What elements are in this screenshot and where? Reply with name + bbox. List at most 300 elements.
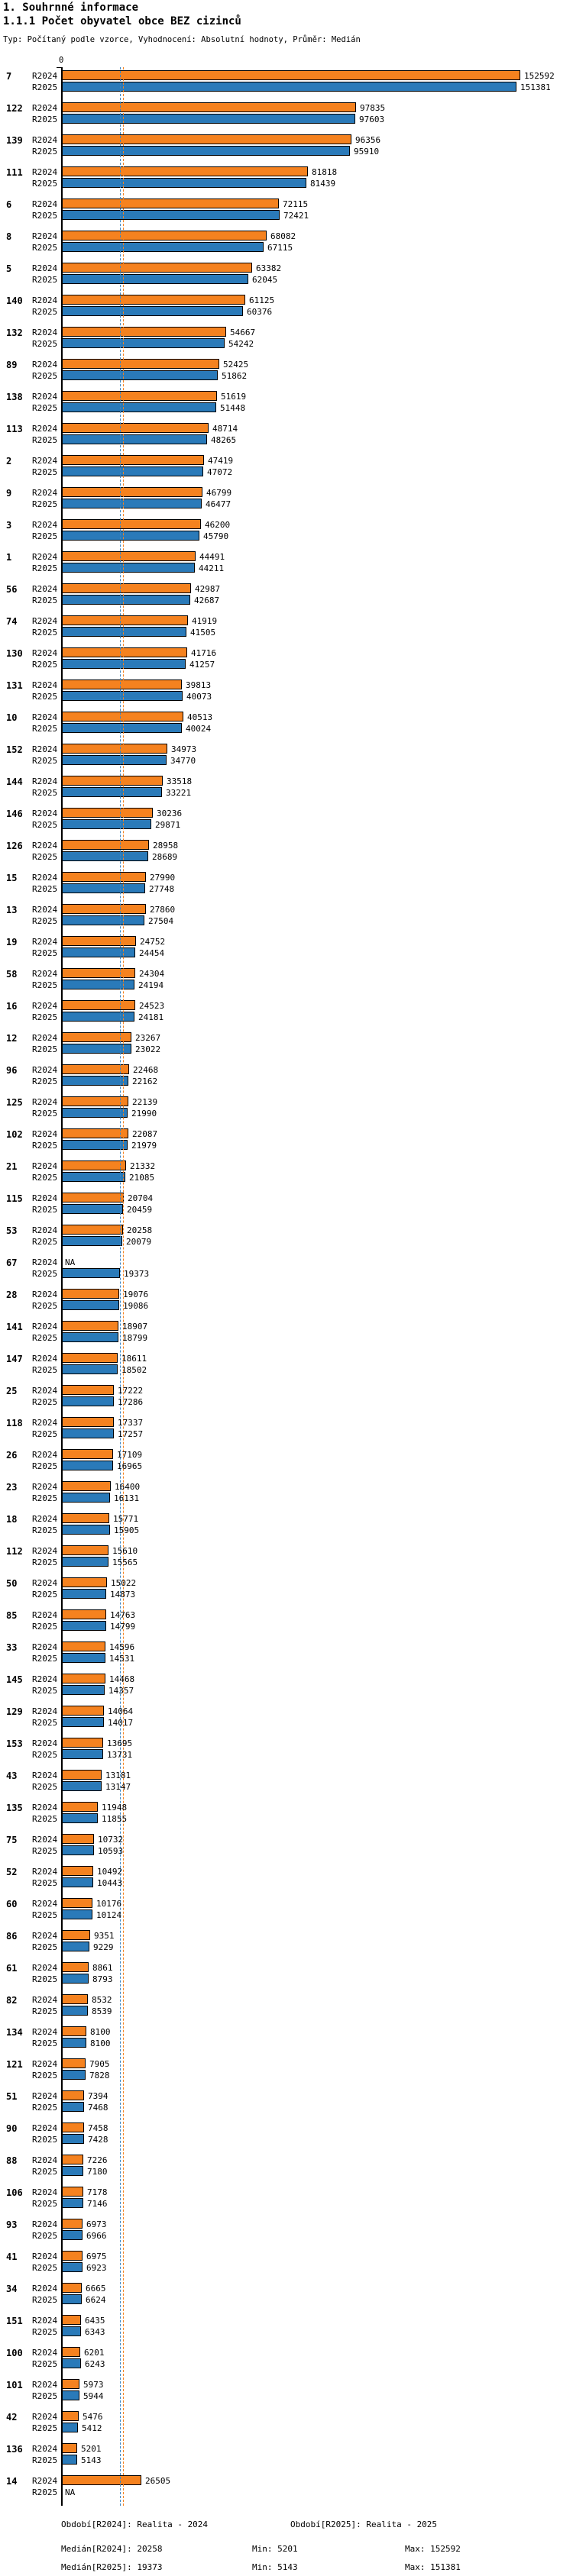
bar-r2024	[62, 1930, 90, 1940]
bar-value-label: 9229	[93, 1942, 114, 1952]
series-label-r2025: R2025	[32, 2359, 58, 2369]
series-label-r2024: R2024	[32, 1290, 58, 1299]
bar-r2025	[62, 1845, 94, 1855]
series-label-r2025: R2025	[32, 1109, 58, 1119]
min-stat-r2025: Min: 5143	[252, 2562, 298, 2572]
bar-value-label: 20079	[126, 1237, 152, 1247]
row-id-label: 129	[6, 1706, 23, 1717]
series-label-r2025: R2025	[32, 2167, 58, 2177]
series-label-r2025: R2025	[32, 980, 58, 990]
series-label-r2024: R2024	[32, 103, 58, 113]
bar-r2024	[62, 1898, 92, 1908]
row-id-label: 151	[6, 2316, 23, 2326]
row-id-label: 58	[6, 969, 18, 980]
median-line-r2024	[123, 67, 124, 2506]
chart-subtitle: Typ: Počítaný podle vzorce, Vyhodnocení: Absolutní hodnoty, Průměr: Medián	[3, 35, 361, 44]
series-label-r2024: R2024	[32, 1001, 58, 1011]
bar-value-label: 48265	[211, 435, 237, 445]
series-label-r2025: R2025	[32, 1012, 58, 1022]
series-label-r2025: R2025	[32, 2006, 58, 2016]
bar-value-label: 5143	[81, 2455, 102, 2465]
bar-value-label: 21979	[131, 1141, 157, 1151]
bar-value-label: 7428	[88, 2135, 108, 2145]
bar-r2024	[62, 2187, 83, 2197]
bar-value-label: 19076	[123, 1290, 149, 1299]
bar-value-label: 21085	[129, 1173, 155, 1183]
row-id-label: 111	[6, 167, 23, 178]
bar-r2025	[62, 2326, 81, 2336]
bar-r2025	[62, 819, 151, 829]
row-id-label: 21	[6, 1161, 18, 1172]
bar-value-label: 18502	[121, 1365, 147, 1375]
series-label-r2024: R2024	[32, 1354, 58, 1364]
row-id-label: 56	[6, 584, 18, 595]
series-label-r2025: R2025	[32, 403, 58, 413]
series-label-r2025: R2025	[32, 243, 58, 253]
period-label-r2024: Období[R2024]: Realita - 2024	[61, 2520, 209, 2529]
series-label-r2024: R2024	[32, 1193, 58, 1203]
row-id-label: 74	[6, 616, 18, 627]
row-id-label: 43	[6, 1771, 18, 1781]
bar-value-label: 7180	[87, 2167, 108, 2177]
series-label-r2025: R2025	[32, 2263, 58, 2273]
series-label-r2024: R2024	[32, 1642, 58, 1652]
series-label-r2024: R2024	[32, 2412, 58, 2422]
bar-r2024	[62, 1866, 93, 1876]
row-id-label: 102	[6, 1129, 23, 1140]
bar-r2024	[62, 1096, 128, 1106]
bar-value-label: 14357	[108, 1686, 134, 1696]
bar-r2024	[62, 1000, 135, 1010]
bar-value-label: 72421	[283, 211, 309, 221]
series-label-r2024: R2024	[32, 2187, 58, 2197]
bar-value-label: 97603	[359, 115, 385, 124]
bar-value-label: 10176	[96, 1899, 122, 1909]
bar-value-label: 15905	[114, 1525, 140, 1535]
bar-value-label: 11855	[102, 1814, 128, 1824]
row-id-label: 3	[6, 520, 12, 531]
bar-value-label: 13147	[105, 1782, 131, 1792]
bar-value-label: 28958	[153, 841, 179, 851]
series-label-r2025: R2025	[32, 1333, 58, 1343]
row-id-label: 112	[6, 1546, 23, 1557]
bar-value-label: 8539	[92, 2006, 112, 2016]
bar-value-label: 8100	[90, 2039, 111, 2048]
bar-value-label: 5476	[83, 2412, 103, 2422]
bar-r2025	[62, 1140, 128, 1150]
series-label-r2025: R2025	[32, 1878, 58, 1888]
bar-value-label: 96356	[355, 135, 381, 145]
bar-r2024	[62, 519, 201, 529]
bar-value-label: 8793	[92, 1974, 113, 1984]
series-label-r2025: R2025	[32, 1301, 58, 1311]
bar-value-label: 61125	[249, 295, 275, 305]
bar-r2024	[62, 1032, 131, 1042]
row-id-label: 100	[6, 2348, 23, 2358]
bar-value-label: 14763	[110, 1610, 136, 1620]
bar-value-label: 17109	[117, 1450, 143, 1460]
bar-value-label: 10732	[98, 1835, 124, 1845]
bar-value-label: 60376	[247, 307, 273, 317]
bar-r2024	[62, 1770, 102, 1780]
bar-value-label: 22087	[132, 1129, 158, 1139]
bar-value-label: 51448	[220, 403, 246, 413]
bar-r2025	[62, 627, 186, 637]
bar-value-label: 15771	[113, 1514, 139, 1524]
bar-r2025	[62, 531, 199, 541]
bar-value-label: 40073	[186, 692, 212, 702]
series-label-r2024: R2024	[32, 937, 58, 947]
bar-value-label: 40513	[187, 712, 213, 722]
bar-value-label: 24454	[139, 948, 165, 958]
row-id-label: 15	[6, 873, 18, 883]
bar-r2025	[62, 883, 145, 893]
bar-value-label: 33518	[167, 776, 193, 786]
bar-value-label: 81818	[312, 167, 338, 177]
bar-r2025	[62, 1749, 103, 1759]
series-label-r2024: R2024	[32, 1706, 58, 1716]
row-id-label: 134	[6, 2027, 23, 2038]
bar-value-label: 7146	[87, 2199, 108, 2209]
bar-value-label: 14017	[108, 1718, 134, 1728]
bar-r2024	[62, 647, 187, 657]
series-label-r2024: R2024	[32, 2091, 58, 2101]
bar-r2024	[62, 1417, 114, 1427]
row-id-label: 122	[6, 103, 23, 114]
series-label-r2024: R2024	[32, 295, 58, 305]
bar-value-label: 10593	[98, 1846, 124, 1856]
series-label-r2024: R2024	[32, 2380, 58, 2390]
bar-r2024	[62, 70, 520, 80]
series-label-r2025: R2025	[32, 1141, 58, 1151]
bar-r2025	[62, 1942, 89, 1951]
series-label-r2025: R2025	[32, 1269, 58, 1279]
bar-r2025	[62, 1204, 123, 1214]
bar-r2025	[62, 595, 190, 605]
bar-value-label: 51619	[221, 392, 247, 402]
bar-value-label: 46799	[206, 488, 232, 498]
series-label-r2025: R2025	[32, 2391, 58, 2401]
series-label-r2024: R2024	[32, 2252, 58, 2261]
row-id-label: 2	[6, 456, 12, 466]
series-label-r2025: R2025	[32, 1814, 58, 1824]
bar-r2024	[62, 1994, 88, 2004]
series-label-r2024: R2024	[32, 1899, 58, 1909]
bar-value-label: 7226	[87, 2155, 108, 2165]
bar-r2024	[62, 231, 267, 240]
row-id-label: 96	[6, 1065, 18, 1076]
bar-r2024	[62, 1193, 124, 1202]
bar-value-label: 18799	[122, 1333, 148, 1343]
series-label-r2025: R2025	[32, 1237, 58, 1247]
series-label-r2025: R2025	[32, 756, 58, 766]
bar-value-label: 24523	[139, 1001, 165, 1011]
series-label-r2025: R2025	[32, 82, 58, 92]
bar-value-label: 8100	[90, 2027, 111, 2037]
bar-value-label: 6201	[84, 2348, 105, 2358]
series-label-r2025: R2025	[32, 2327, 58, 2337]
series-label-r2024: R2024	[32, 1257, 58, 1267]
row-id-label: 53	[6, 1225, 18, 1236]
series-label-r2024: R2024	[32, 1097, 58, 1107]
bar-r2024	[62, 2122, 84, 2132]
bar-value-label: 27860	[150, 905, 176, 915]
bar-value-label: 10492	[97, 1867, 123, 1877]
bar-r2024	[62, 808, 153, 818]
bar-value-label: 19086	[123, 1301, 149, 1311]
bar-value-label: 7178	[87, 2187, 108, 2197]
bar-r2024	[62, 1064, 129, 1074]
series-label-r2025: R2025	[32, 1558, 58, 1567]
row-id-label: 50	[6, 1578, 18, 1589]
series-label-r2024: R2024	[32, 1546, 58, 1556]
bar-value-label: 7468	[88, 2103, 108, 2113]
row-id-label: 82	[6, 1995, 18, 2006]
bar-r2025	[62, 1076, 128, 1086]
bar-r2025	[62, 1781, 102, 1791]
row-id-label: 85	[6, 1610, 18, 1621]
bar-r2024	[62, 872, 146, 882]
row-id-label: 136	[6, 2444, 23, 2455]
bar-value-label: 6975	[86, 2252, 107, 2261]
series-label-r2025: R2025	[32, 211, 58, 221]
series-label-r2025: R2025	[32, 2231, 58, 2241]
bar-value-label: 10443	[97, 1878, 123, 1888]
series-label-r2024: R2024	[32, 328, 58, 337]
row-id-label: 130	[6, 648, 23, 659]
bar-r2025	[62, 2006, 88, 2016]
series-label-r2025: R2025	[32, 1622, 58, 1632]
series-label-r2025: R2025	[32, 660, 58, 670]
series-label-r2024: R2024	[32, 552, 58, 562]
bar-r2025	[62, 2294, 82, 2304]
row-id-label: 113	[6, 424, 23, 434]
row-id-label: 141	[6, 1322, 23, 1332]
bar-value-label: 16400	[115, 1482, 141, 1492]
series-label-r2025: R2025	[32, 531, 58, 541]
row-id-label: 75	[6, 1835, 18, 1845]
row-id-label: 51	[6, 2091, 18, 2102]
row-id-label: 125	[6, 1097, 23, 1108]
series-label-r2024: R2024	[32, 1995, 58, 2005]
series-label-r2024: R2024	[32, 1161, 58, 1171]
row-id-label: 16	[6, 1001, 18, 1012]
series-label-r2025: R2025	[32, 2071, 58, 2080]
series-label-r2025: R2025	[32, 852, 58, 862]
row-id-label: 140	[6, 295, 23, 306]
bar-r2025	[62, 1396, 114, 1406]
series-label-r2024: R2024	[32, 1963, 58, 1973]
bar-r2025	[62, 2390, 79, 2400]
bar-r2025	[62, 787, 162, 797]
series-label-r2025: R2025	[32, 115, 58, 124]
bar-r2024	[62, 744, 167, 754]
bar-r2025	[62, 2038, 86, 2048]
bar-value-label: 81439	[310, 179, 336, 189]
bar-r2025	[62, 274, 248, 284]
series-label-r2024: R2024	[32, 1803, 58, 1813]
bar-value-label: 6624	[86, 2295, 106, 2305]
series-label-r2025: R2025	[32, 1493, 58, 1503]
bar-value-label: 27748	[149, 884, 175, 894]
bar-value-label: 67115	[267, 243, 293, 253]
bar-value-label: 72115	[283, 199, 309, 209]
series-label-r2024: R2024	[32, 360, 58, 370]
row-id-label: 23	[6, 1482, 18, 1493]
series-label-r2025: R2025	[32, 884, 58, 894]
bar-value-label: 8861	[92, 1963, 113, 1973]
bar-value-label: 42987	[195, 584, 221, 594]
series-label-r2024: R2024	[32, 1931, 58, 1941]
bar-value-label: 7828	[89, 2071, 110, 2080]
row-id-label: 28	[6, 1290, 18, 1300]
row-id-label: 60	[6, 1899, 18, 1909]
series-label-r2024: R2024	[32, 680, 58, 690]
bar-r2025	[62, 306, 243, 316]
bar-value-label: 6665	[86, 2284, 106, 2294]
bar-r2025	[62, 1589, 106, 1599]
bar-value-label: 14799	[110, 1622, 136, 1632]
series-label-r2025: R2025	[32, 916, 58, 926]
series-label-r2024: R2024	[32, 841, 58, 851]
series-label-r2024: R2024	[32, 616, 58, 626]
bar-r2024	[62, 1577, 107, 1587]
bar-r2025	[62, 2455, 77, 2465]
row-id-label: 86	[6, 1931, 18, 1942]
row-id-label: 93	[6, 2219, 18, 2230]
bar-r2024	[62, 199, 279, 208]
series-label-r2025: R2025	[32, 1397, 58, 1407]
bar-value-label: 5201	[81, 2444, 102, 2454]
bar-r2024	[62, 551, 196, 561]
bar-r2025	[62, 723, 182, 733]
row-id-label: 153	[6, 1738, 23, 1749]
series-label-r2025: R2025	[32, 1654, 58, 1664]
bar-value-label: 14873	[110, 1590, 136, 1600]
bar-r2024	[62, 583, 191, 593]
bar-r2025	[62, 1877, 93, 1887]
bar-value-label: 29871	[155, 820, 181, 830]
series-label-r2024: R2024	[32, 1835, 58, 1845]
bar-value-label: 6973	[86, 2219, 107, 2229]
series-label-r2025: R2025	[32, 1974, 58, 1984]
bar-r2025	[62, 434, 207, 444]
bar-value-label: 34973	[171, 744, 197, 754]
row-id-label: 61	[6, 1963, 18, 1974]
bar-r2024	[62, 1641, 105, 1651]
bar-value-label: 40024	[186, 724, 212, 734]
bar-r2024	[62, 1128, 128, 1138]
bar-value-label: 17257	[118, 1429, 144, 1439]
row-id-label: 13	[6, 905, 18, 915]
bar-r2024	[62, 776, 163, 786]
series-label-r2025: R2025	[32, 467, 58, 477]
bar-value-label: 6435	[85, 2316, 105, 2326]
series-label-r2025: R2025	[32, 2423, 58, 2433]
bar-value-label: 24181	[138, 1012, 164, 1022]
series-label-r2024: R2024	[32, 1129, 58, 1139]
bar-r2024	[62, 1513, 109, 1523]
bar-value-label: 5973	[83, 2380, 104, 2390]
row-id-label: 89	[6, 360, 18, 370]
row-id-label: 139	[6, 135, 23, 146]
bar-value-label: 44491	[199, 552, 225, 562]
bar-r2024	[62, 327, 226, 337]
bar-value-label: 23267	[135, 1033, 161, 1043]
bar-value-label: 20459	[127, 1205, 153, 1215]
bar-r2025	[62, 563, 195, 573]
series-label-r2025: R2025	[32, 275, 58, 285]
bar-value-label: 48714	[212, 424, 238, 434]
bar-r2024	[62, 1225, 123, 1235]
series-label-r2024: R2024	[32, 2444, 58, 2454]
bar-value-label: 47419	[208, 456, 234, 466]
bar-value-label: 52425	[223, 360, 249, 370]
row-id-label: 115	[6, 1193, 23, 1204]
series-label-r2024: R2024	[32, 167, 58, 177]
series-label-r2025: R2025	[32, 563, 58, 573]
bar-r2024	[62, 1160, 126, 1170]
bar-value-label: 15610	[112, 1546, 138, 1556]
bar-r2024	[62, 2411, 79, 2421]
bar-r2024	[62, 166, 308, 176]
series-label-r2024: R2024	[32, 2219, 58, 2229]
bar-value-label: 18611	[121, 1354, 147, 1364]
bar-value-label: 151381	[520, 82, 551, 92]
bar-r2025	[62, 1557, 108, 1567]
bar-r2025	[62, 1332, 118, 1342]
bar-value-label: 24194	[138, 980, 164, 990]
bar-value-label: 17222	[118, 1386, 144, 1396]
bar-value-label: 14064	[108, 1706, 134, 1716]
row-id-label: 12	[6, 1033, 18, 1044]
bar-r2024	[62, 487, 202, 497]
series-label-r2025: R2025	[32, 1205, 58, 1215]
bar-r2024	[62, 615, 188, 625]
bar-r2024	[62, 1674, 105, 1683]
series-label-r2024: R2024	[32, 1771, 58, 1780]
series-label-r2024: R2024	[32, 584, 58, 594]
bar-value-label: 15022	[111, 1578, 137, 1588]
bar-value-label: 16131	[114, 1493, 140, 1503]
bar-r2025	[62, 1044, 131, 1054]
row-id-label: 106	[6, 2187, 23, 2198]
bar-r2024	[62, 1802, 98, 1812]
bar-r2024	[62, 1289, 119, 1299]
series-label-r2025: R2025	[32, 2295, 58, 2305]
bar-r2024	[62, 295, 245, 305]
bar-value-label: 63382	[256, 263, 282, 273]
bar-value-label: 46200	[205, 520, 231, 530]
bar-r2025	[62, 851, 148, 861]
bar-value-label: 44211	[199, 563, 225, 573]
bar-value-label: 5944	[83, 2391, 104, 2401]
bar-r2025	[62, 2070, 86, 2080]
bar-r2024	[62, 2251, 83, 2261]
bar-value-label: 24304	[139, 969, 165, 979]
bar-r2025	[62, 1653, 105, 1663]
series-label-r2024: R2024	[32, 71, 58, 81]
bar-value-label: 7905	[89, 2059, 110, 2069]
series-label-r2024: R2024	[32, 1867, 58, 1877]
series-label-r2024: R2024	[32, 2059, 58, 2069]
bar-r2025	[62, 210, 280, 220]
series-label-r2025: R2025	[32, 1590, 58, 1600]
bar-value-label: 41505	[190, 628, 216, 638]
series-label-r2025: R2025	[32, 1077, 58, 1086]
bar-value-label: 34770	[170, 756, 196, 766]
series-label-r2025: R2025	[32, 1044, 58, 1054]
